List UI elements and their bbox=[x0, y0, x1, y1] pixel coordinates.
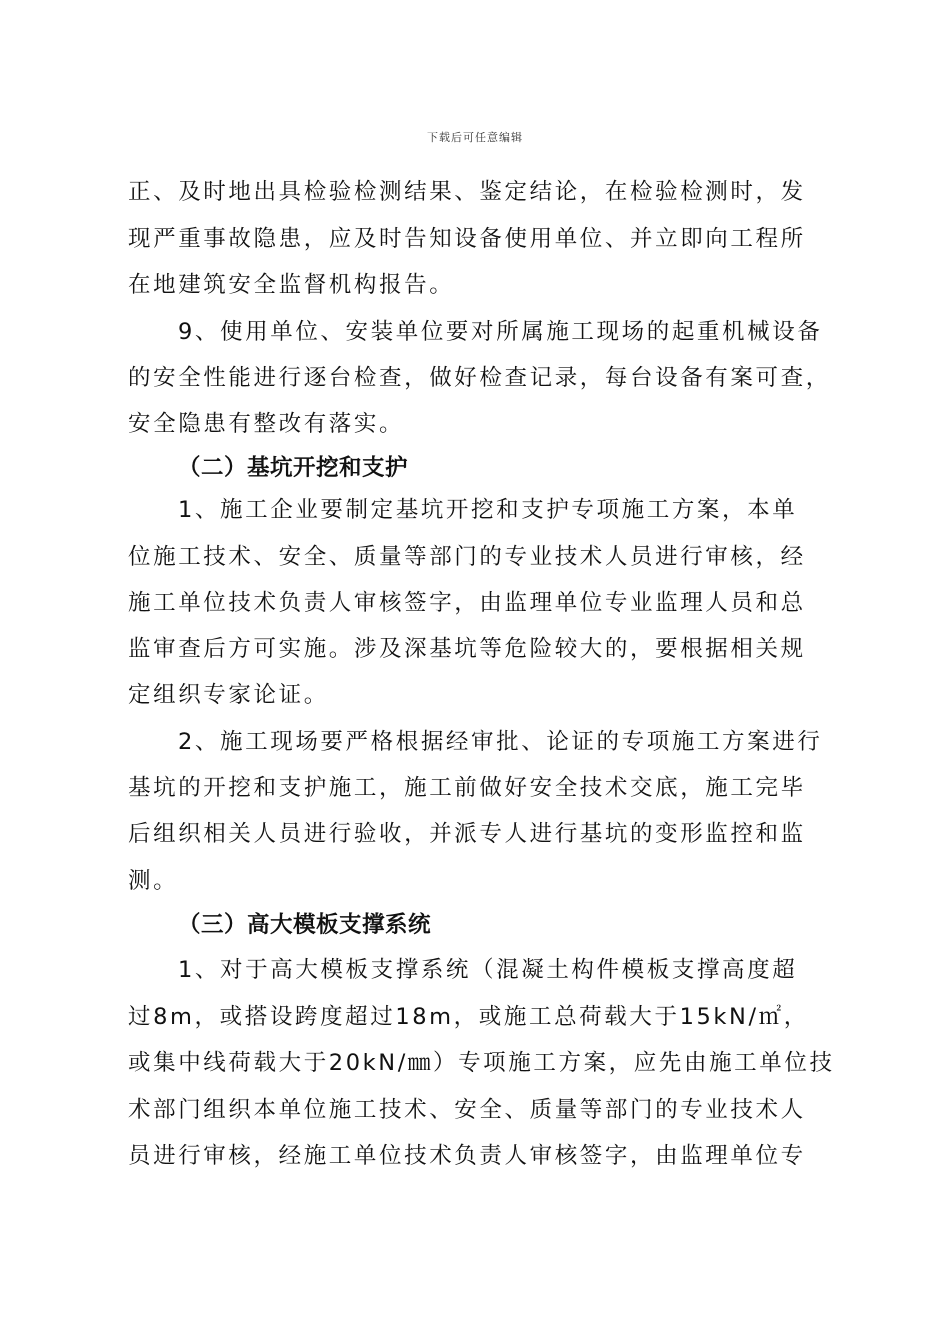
paragraph-line: 术部门组织本单位施工技术、安全、质量等部门的专业技术人 bbox=[128, 1097, 806, 1123]
paragraph-line: 监审查后方可实施。涉及深基坑等危险较大的，要根据相关规 bbox=[128, 636, 806, 662]
paragraph-line: 后组织相关人员进行验收，并派专人进行基坑的变形监控和监 bbox=[128, 821, 806, 847]
paragraph-line: 测。 bbox=[128, 868, 179, 894]
paragraph-line: 正、及时地出具检验检测结果、鉴定结论，在检验检测时，发 bbox=[128, 179, 806, 205]
section-heading: （二）基坑开挖和支护 bbox=[178, 455, 409, 481]
paragraph-line: 或集中线荷载大于20kN/㎜）专项施工方案，应先由施工单位技 bbox=[128, 1050, 835, 1076]
paragraph-line: 员进行审核，经施工单位技术负责人审核签字，由监理单位专 bbox=[128, 1143, 806, 1169]
paragraph-line: 定组织专家论证。 bbox=[128, 682, 329, 708]
paragraph-line: 在地建筑安全监督机构报告。 bbox=[128, 272, 455, 298]
paragraph-line: 安全隐患有整改有落实。 bbox=[128, 411, 405, 437]
paragraph-line: 位施工技术、安全、质量等部门的专业技术人员进行审核，经 bbox=[128, 544, 806, 570]
paragraph-line: 1、对于高大模板支撑系统（混凝土构件模板支撑高度超 bbox=[178, 957, 798, 983]
paragraph-line: 过8m，或搭设跨度超过18m，或施工总荷载大于15kN/㎡， bbox=[128, 1004, 809, 1030]
section-heading: （三）高大模板支撑系统 bbox=[178, 912, 432, 938]
paragraph-line: 基坑的开挖和支护施工，施工前做好安全技术交底，施工完毕 bbox=[128, 775, 806, 801]
paragraph-line: 9、使用单位、安装单位要对所属施工现场的起重机械设备 bbox=[178, 319, 823, 345]
paragraph-line: 1、施工企业要制定基坑开挖和支护专项施工方案，本单 bbox=[178, 497, 798, 523]
paragraph-line: 2、施工现场要严格根据经审批、论证的专项施工方案进行 bbox=[178, 729, 823, 755]
page-header: 下载后可任意编辑 bbox=[427, 131, 523, 144]
paragraph-line: 现严重事故隐患，应及时告知设备使用单位、并立即向工程所 bbox=[128, 226, 806, 252]
paragraph-line: 施工单位技术负责人审核签字，由监理单位专业监理人员和总 bbox=[128, 590, 806, 616]
paragraph-line: 的安全性能进行逐台检查，做好检查记录，每台设备有案可查， bbox=[128, 365, 831, 391]
